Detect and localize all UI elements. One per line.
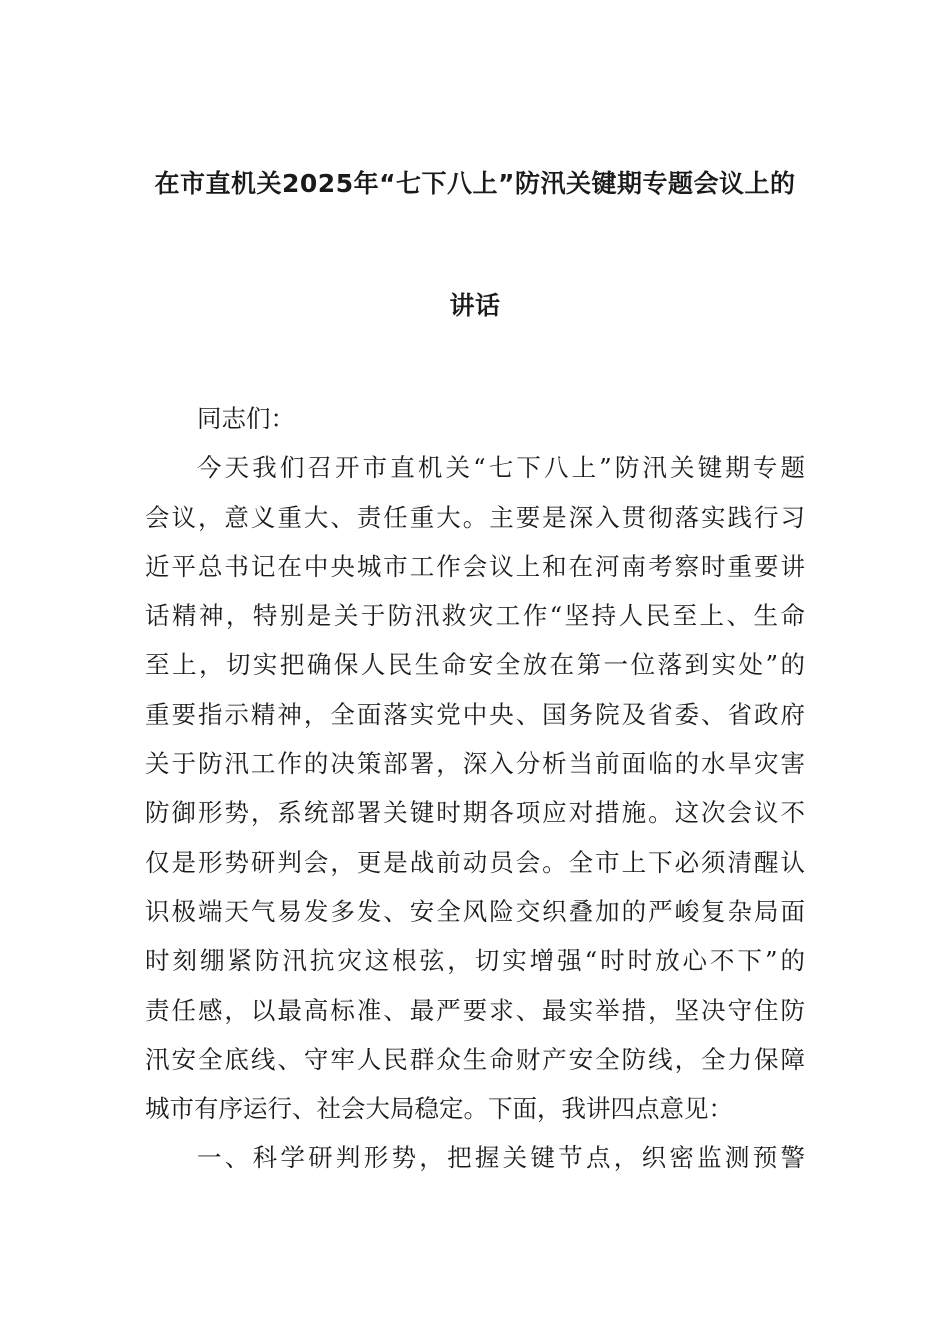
paragraph-line: 近平总书记在中央城市工作会议上和在河南考察时重要讲: [145, 551, 805, 581]
paragraph-line: 仅是形势研判会，更是战前动员会。全市上下必须清醒认: [145, 847, 805, 877]
paragraph-line: 话精神，特别是关于防汛救灾工作“坚持人民至上、生命: [145, 601, 805, 631]
document-body: [145, 394, 805, 1183]
paragraph-line: 责任感，以最高标准、最严要求、最实举措，坚决守住防: [145, 995, 805, 1025]
paragraph-line: 至上，切实把确保人民生命安全放在第一位落到实处”的: [145, 650, 805, 680]
paragraph-line: 时刻绷紧防汛抗灾这根弦，切实增强“时时放心不下”的: [145, 946, 805, 976]
paragraph-line: 今天我们召开市直机关“七下八上”防汛关键期专题: [197, 453, 805, 483]
paragraph-line: 汛安全底线、守牢人民群众生命财产安全防线，全力保障: [145, 1044, 805, 1074]
paragraph-line: 防御形势，系统部署关键时期各项应对措施。这次会议不: [145, 798, 805, 828]
paragraph-line: 识极端天气易发多发、安全风险交织叠加的严峻复杂局面: [145, 896, 805, 926]
paragraph-line: 城市有序运行、社会大局稳定。下面，我讲四点意见：: [145, 1094, 733, 1124]
paragraph-line: 会议，意义重大、责任重大。主要是深入贯彻落实践行习: [145, 502, 805, 532]
paragraph-line: 关于防汛工作的决策部署，深入分析当前面临的水旱灾害: [145, 749, 805, 779]
section-heading: 一、科学研判形势，把握关键节点，织密监测预警: [197, 1143, 805, 1173]
document-title-line-1: 在市直机关2025年“七下八上”防汛关键期专题会议上的: [154, 169, 796, 198]
paragraph-line: 重要指示精神，全面落实党中央、国务院及省委、省政府: [145, 699, 805, 729]
document-title-line-2: 讲话: [449, 291, 501, 320]
salutation: 同志们：: [197, 404, 295, 433]
